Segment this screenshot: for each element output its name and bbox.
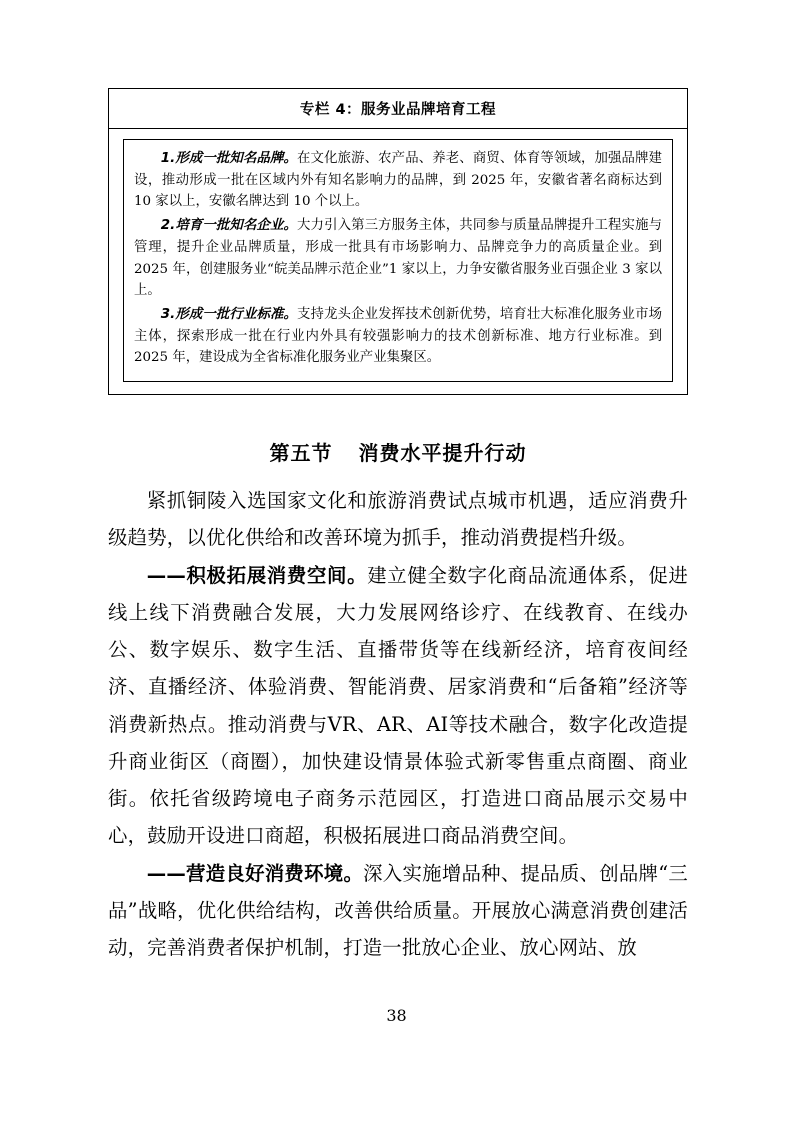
callout-box-inner	[123, 139, 673, 382]
paragraph-text: 建立健全数字化商品流通体系，促进线上线下消费融合发展，大力发展网络诊疗、在线教育、在线办公、数字娱乐、数字生活、直播带货等在线新经济，培育夜间经济、直播经济、体验消费、智能消费、居家消费和“后备箱”经济等消费新热点。推动消费与VR、AR、AI等技术融合，数字化改造提升商业街区（商圈），加快建设情景体验式新零售重点商圈、商业街。依托省级跨境电子商务示范园区，打造进口商品展示交易中心，鼓励开设进口商超，积极拓展进口商品消费空间。	[108, 563, 689, 848]
body-paragraph	[108, 557, 688, 855]
body-paragraph	[108, 855, 688, 967]
section-heading	[108, 437, 688, 466]
callout-item	[134, 304, 662, 369]
callout-item-text: 大力引入第三方服务主体，共同参与质量品牌提升工程实施与管理，提升企业品牌质量，形成一批具有市场影响力、品牌竞争力的高质量企业。到 2025 年，创建服务业“皖美品牌示范企业”1 家以上，力争安徽省服务业百强企业 3 家以上。	[134, 218, 662, 299]
callout-item	[134, 215, 662, 302]
section-number: 第五节	[269, 441, 333, 466]
paragraph-text: 深入实施增品种、提品质、创品牌“三品”战略，优化供给结构，改善供给质量。开展放心满意消费创建活动，完善消费者保护机制，打造一批放心企业、放心网站、放	[108, 861, 689, 960]
callout-box	[108, 88, 688, 395]
page-content	[108, 88, 688, 966]
paragraph-lead: ——营造良好消费环境。	[146, 861, 364, 885]
callout-item-text: 在文化旅游、农产品、养老、商贸、体育等领域，加强品牌建设，推动形成一批在区域内外有知名影响力的品牌，到 2025 年，安徽省著名商标达到 10 家以上，安徽名牌达到 10 个以上。	[134, 151, 662, 210]
body-paragraph	[108, 482, 688, 557]
page-number: 38	[386, 1006, 407, 1025]
callout-item-lead: 3.形成一批行业标准。	[160, 306, 298, 322]
paragraph-lead: ——积极拓展消费空间。	[146, 563, 368, 587]
callout-item-text: 支持龙头企业发挥技术创新优势，培育壮大标准化服务业市场主体，探索形成一批在行业内外具有较强影响力的技术创新标准、地方行业标准。到 2025 年，建设成为全省标准化服务业产业集聚区。	[134, 306, 662, 366]
callout-box-body	[109, 129, 687, 394]
callout-item-lead: 2.培育一批知名企业。	[160, 218, 298, 234]
section-title: 消费水平提升行动	[358, 441, 527, 466]
callout-item-lead: 1.形成一批知名品牌。	[160, 151, 298, 166]
paragraph-text: 紧抓铜陵入选国家文化和旅游消费试点城市机遇，适应消费升级趋势，以优化供给和改善环境为抓手，推动消费提档升级。	[108, 489, 688, 550]
callout-item	[134, 148, 662, 213]
callout-box-title: 专栏 4：服务业品牌培育工程	[109, 89, 687, 129]
